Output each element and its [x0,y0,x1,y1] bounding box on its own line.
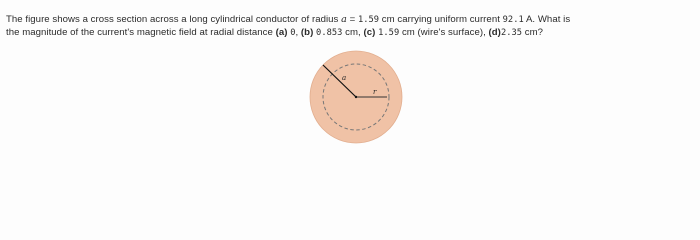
label-a: a [342,74,347,82]
part-c-tail: cm (wire's surface), [399,26,489,38]
part-b-label: (b) [300,26,314,38]
part-a-value: 0 [290,27,296,38]
problem-statement [6,14,696,39]
part-b-value: 0.853 [316,27,343,38]
part-b-unit: cm, [342,26,364,38]
radius-unit-text: cm carrying uniform current [379,14,503,25]
problem-line-1 [6,14,696,27]
separator-text: , [295,26,301,38]
line2-intro-text: the magnitude of the current's magnetic field at radial distance [6,26,276,38]
label-r: r [373,88,377,96]
radius-variable: a [341,14,347,25]
problem-line-2 [6,27,696,40]
part-a-label: (a) [275,26,288,38]
conductor-cross-section-figure [307,48,405,146]
part-c-value: 1.59 [378,27,400,38]
conductor-diagram [307,48,405,146]
radius-value: 1.59 [357,15,380,25]
line1-intro-text: The figure shows a cross section across a long cylindrical conductor of radius [6,14,342,25]
part-c-label: (c) [363,26,376,38]
part-d-label: (d) [488,26,501,38]
part-d-value: 2.35 [500,27,523,38]
current-value: 92.1 [502,15,524,25]
current-tail-text: A. What is [523,14,571,25]
conductor-center-dot [355,96,357,98]
radius-equals: = [346,14,358,25]
part-d-tail: cm? [522,26,544,38]
